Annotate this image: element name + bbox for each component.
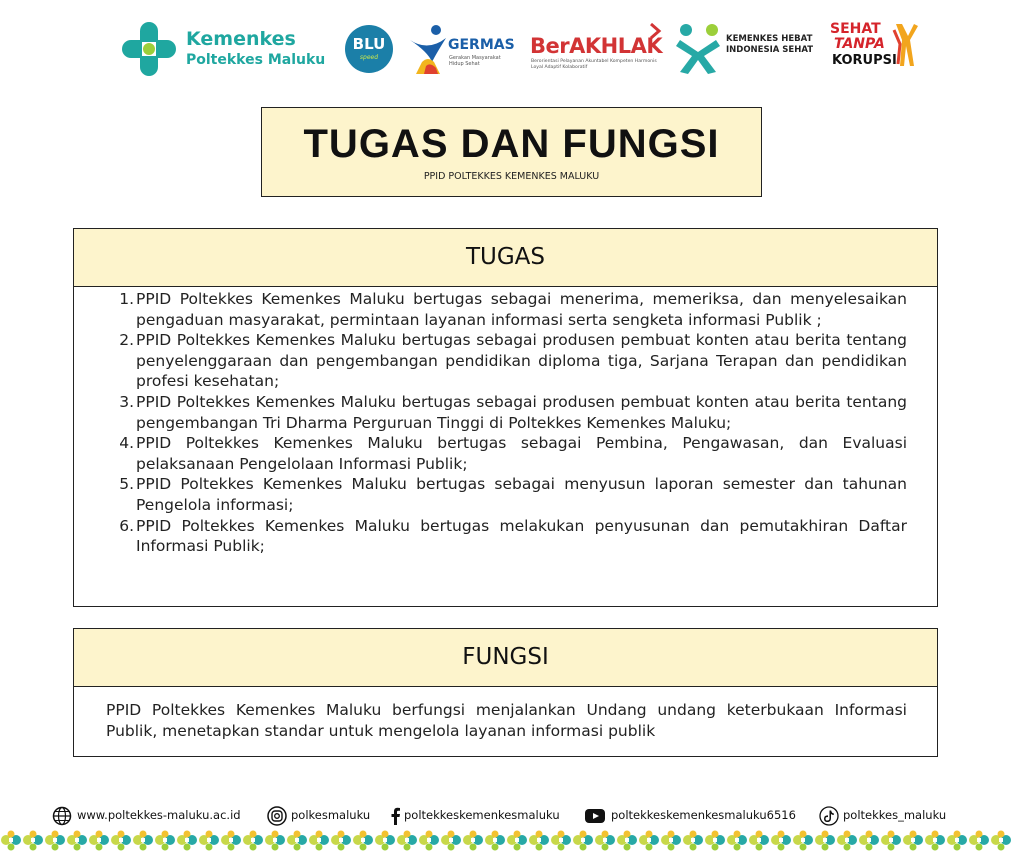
sehat-tanpa-korupsi-logo [830, 14, 920, 84]
youtube-label: poltekkeskemenkesmaluku6516 [611, 808, 796, 822]
footer-social-bar [52, 806, 972, 826]
germas-logo [406, 14, 518, 84]
tugas-item-number: 3. [119, 392, 134, 411]
page-subtitle: PPID POLTEKKES KEMENKES MALUKU [423, 171, 600, 182]
logo-bar [0, 14, 1024, 84]
tugas-section [73, 228, 938, 607]
tiktok-icon [819, 806, 839, 826]
page-title: TUGAS DAN FUNGSI [303, 122, 720, 166]
germas-logo-text: GERMAS [448, 37, 515, 53]
tugas-list [116, 289, 907, 557]
fungsi-text: PPID Poltekkes Kemenkes Maluku berfungsi menjalankan Undang undang keterbukaan Informasi Publik, menetapkan standar untuk mengelola layanan informasi publik [106, 701, 907, 740]
hebat-figure-icon [676, 22, 722, 76]
blu-logo [343, 14, 395, 84]
facebook-icon [389, 806, 401, 826]
blu-logo-text: BLU [352, 35, 386, 53]
tugas-item-number: 6. [119, 516, 134, 535]
tugas-item-text: PPID Poltekkes Kemenkes Maluku bertugas sebagai menerima, memeriksa, dan menyelesaikan pengaduan masyarakat, permintaan layanan informasi serta sengketa informasi Publik ; [136, 290, 907, 329]
tugas-item-text: PPID Poltekkes Kemenkes Maluku bertugas sebagai menyusun laporan semester dan tahunan Pengelola informasi; [136, 475, 907, 514]
title-banner [261, 107, 762, 197]
germas-figure-icon [406, 22, 450, 76]
tugas-item [116, 516, 907, 557]
berakhlak-logo-tagline: Berorientasi Pelayanan Akuntabel Kompeten Harmonis Loyal Adaptif Kolaboratif [531, 59, 657, 70]
tugas-item-text: PPID Poltekkes Kemenkes Maluku bertugas sebagai Pembina, Pengawasan, dan Evaluasi pelaksanaan Pengelolaan Informasi Publik; [136, 434, 907, 473]
blu-logo-tagline: speed [359, 54, 379, 61]
decorative-border-pattern [0, 830, 1024, 858]
youtube-icon [584, 806, 606, 826]
instagram-label: polkesmaluku [291, 808, 371, 822]
fungsi-section [73, 628, 938, 757]
fungsi-heading: FUNGSI [74, 629, 937, 687]
website-label: www.poltekkes-maluku.ac.id [77, 808, 241, 822]
berakhlak-logo-text: BerAKHLAK [530, 34, 663, 58]
tugas-item-text: PPID Poltekkes Kemenkes Maluku bertugas melakukan penyusunan dan pemutakhiran Daftar Informasi Publik; [136, 516, 907, 556]
hebat-logo-text [726, 34, 826, 56]
people-figures-icon [892, 20, 920, 70]
tiktok-label: poltekkes_maluku [843, 808, 947, 822]
kemenkes-mark-icon [120, 20, 178, 78]
kemenkes-logo-subtitle: Poltekkes Maluku [186, 52, 326, 68]
hebat-logo-line2: INDONESIA SEHAT [726, 45, 814, 55]
chevron-right-icon [648, 22, 662, 40]
germas-logo-tagline: Gerakan Masyarakat Hidup Sehat [449, 55, 501, 67]
globe-icon [52, 806, 72, 826]
instagram-icon [267, 806, 287, 826]
blu-badge [345, 25, 393, 73]
tugas-item-text: PPID Poltekkes Kemenkes Maluku bertugas sebagai produsen pembuat konten atau berita tentang penyelenggaraan dan pengembangan pendidikan diploma tiga, Sarjana Terapan dan pendidikan profesi kesehatan; [136, 331, 907, 391]
tugas-item [116, 392, 907, 433]
sehat-logo-line3: KORUPSI [832, 53, 897, 68]
facebook-label: poltekkeskemenkesmaluku [404, 808, 560, 822]
tugas-item-number: 1. [119, 290, 134, 308]
sehat-logo-line1: SEHAT [830, 21, 881, 37]
tugas-item [116, 289, 907, 330]
tugas-item-number: 4. [119, 434, 134, 453]
tugas-item-text: PPID Poltekkes Kemenkes Maluku bertugas sebagai produsen pembuat konten atau berita tentang pengembangan Tri Dharma Perguruan Tinggi di Poltekkes Kemenkes Maluku; [136, 392, 907, 432]
tugas-item [116, 330, 907, 392]
berakhlak-logo [530, 14, 665, 84]
tugas-item-number: 5. [119, 475, 134, 494]
kemenkes-hebat-logo [676, 14, 826, 84]
tugas-item [116, 474, 907, 515]
hebat-logo-line1: KEMENKES HEBAT [726, 34, 813, 44]
kemenkes-logo-title: Kemenkes [186, 28, 296, 50]
tugas-heading: TUGAS [74, 229, 937, 287]
tugas-item-number: 2. [119, 331, 134, 350]
kemenkes-logo [120, 14, 335, 84]
sehat-logo-line2: TANPA [834, 36, 885, 52]
tugas-item [116, 433, 907, 474]
